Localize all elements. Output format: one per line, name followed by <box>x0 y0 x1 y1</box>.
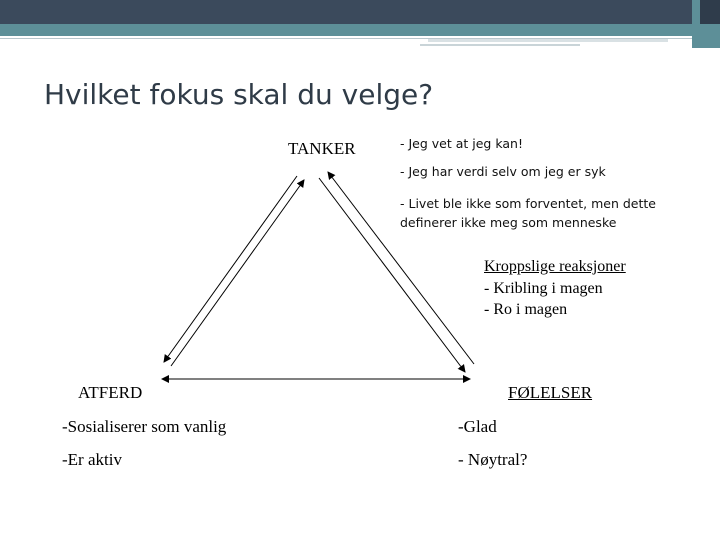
node-folelser-label: FØLELSER <box>508 383 593 402</box>
atferd-item: -Sosialiserer som vanlig <box>62 417 227 436</box>
arrow-tanker-to-atferd <box>164 176 297 362</box>
tanker-note: - Jeg har verdi selv om jeg er syk <box>400 164 606 179</box>
body-reactions-heading: Kroppslige reaksjoner <box>484 258 626 275</box>
tanker-note-multiline <box>400 194 656 232</box>
tanker-note-line: - Livet ble ikke som forventet, men dette <box>400 196 656 211</box>
folelser-item: -Glad <box>458 417 497 436</box>
slide-title: Hvilket fokus skal du velge? <box>44 78 434 111</box>
node-tanker-label: TANKER <box>288 139 356 158</box>
atferd-item: -Er aktiv <box>62 450 122 469</box>
folelser-item: - Nøytral? <box>458 450 528 469</box>
body-reaction-item: - Kribling i magen <box>484 280 603 297</box>
node-atferd-label: ATFERD <box>78 383 143 402</box>
tanker-note-line: definerer ikke meg som menneske <box>400 215 617 230</box>
body-reaction-item: - Ro i magen <box>484 301 568 318</box>
tanker-note: - Jeg vet at jeg kan! <box>400 136 523 151</box>
arrow-atferd-to-tanker <box>171 180 304 366</box>
